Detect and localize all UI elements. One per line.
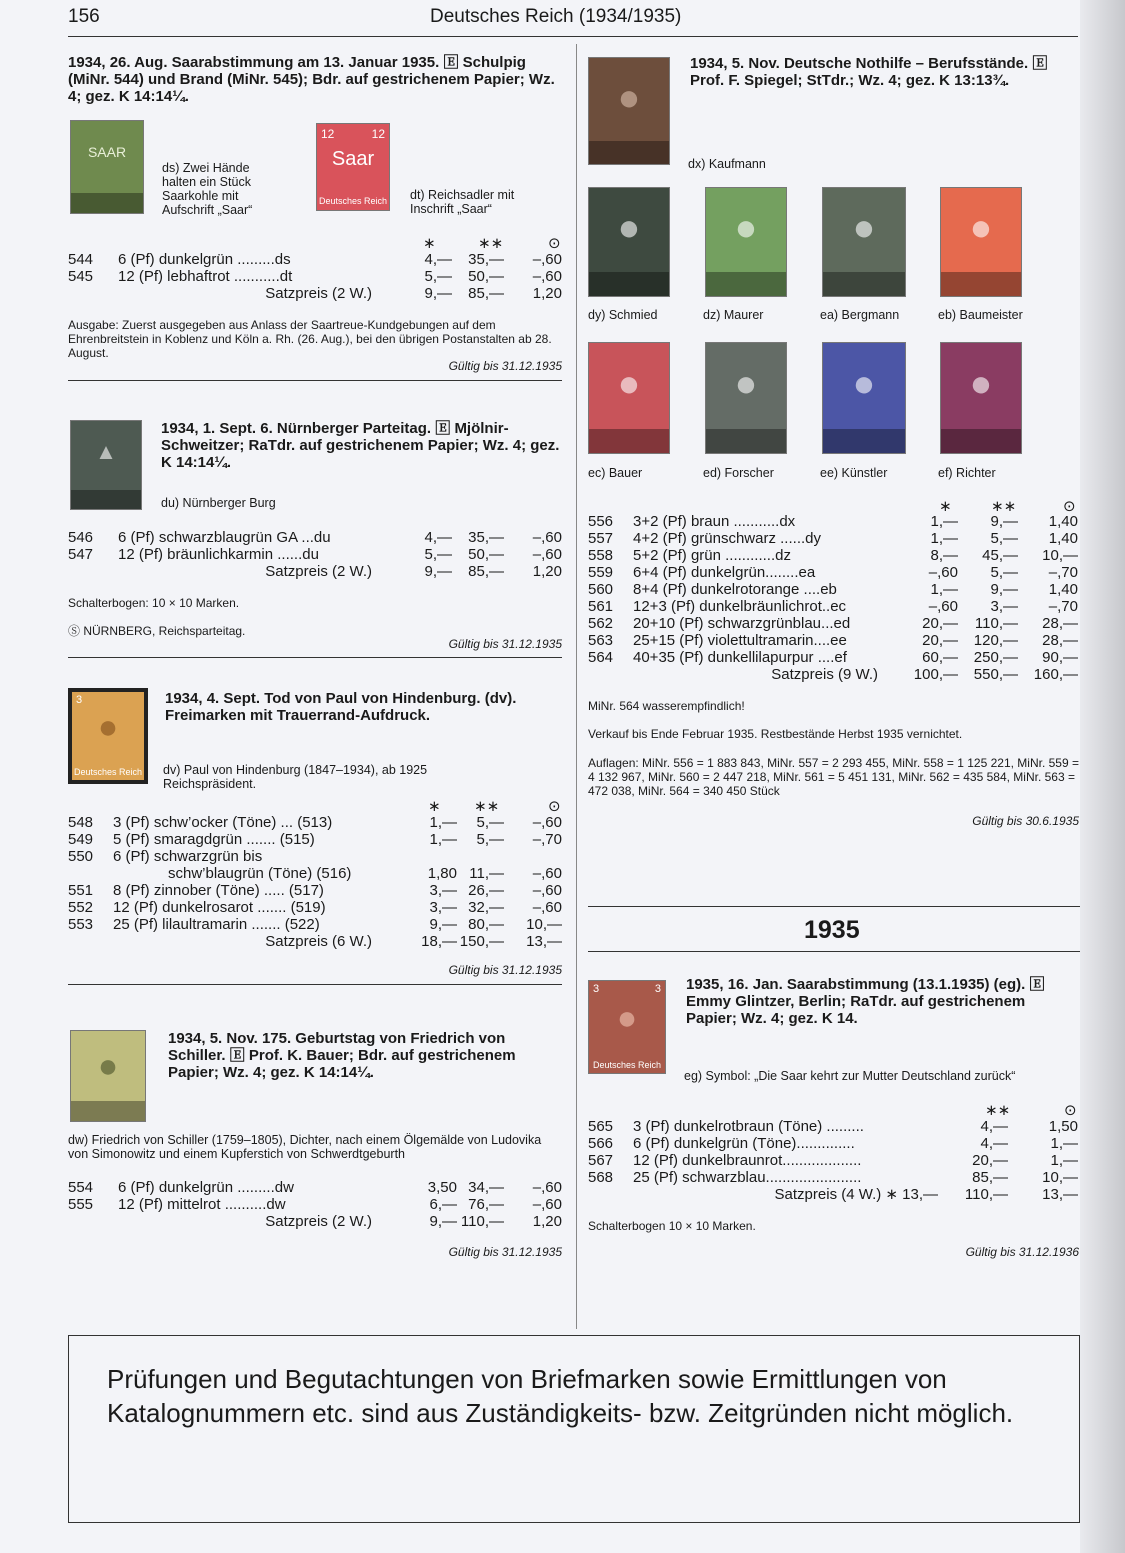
stamp-eg-country: Deutsches Reich: [592, 1060, 662, 1070]
row-number: 556: [588, 513, 614, 530]
row-price-mnh: 20,—: [972, 1152, 1008, 1169]
stamp-dt-text: Saar: [331, 148, 375, 171]
sec5-note-sale: Verkauf bis Ende Februar 1935. Restbestände Herbst 1935 vernichtet.: [588, 727, 963, 741]
catalog-row: [68, 882, 562, 899]
row-description: 3 (Pf) dunkelrotbraun (Töne) .........: [633, 1118, 864, 1135]
row-number: 553: [68, 916, 94, 933]
caption-ec: ec) Bauer: [588, 466, 643, 480]
stamp-dv: [68, 688, 148, 784]
catalog-row: [588, 547, 1078, 564]
row-price-mint: 3,—: [429, 882, 457, 899]
row-price-mint: –,60: [928, 564, 958, 581]
set-price-row: [588, 666, 1078, 683]
section-rule: [68, 984, 562, 985]
year-title: 1935: [804, 916, 860, 944]
row-description: 8 (Pf) zinnober (Töne) ..... (517): [113, 882, 324, 899]
stamp-ds-text: SAAR: [87, 144, 127, 160]
sec5-note-water: MiNr. 564 wasserempfindlich!: [588, 699, 745, 713]
row-description: schw’blaugrün (Töne) (516): [168, 865, 352, 882]
row-price-mnh: 250,—: [973, 649, 1018, 666]
row-description: 25 (Pf) lilaultramarin ....... (522): [113, 916, 320, 933]
row-description: 6 (Pf) schwarzblaugrün GA ...du: [118, 529, 331, 546]
row-price-used: –,60: [532, 529, 562, 546]
stamp-band: [589, 272, 669, 296]
row-description: 3 (Pf) schw’ocker (Töne) ... (513): [113, 814, 333, 831]
row-number: 558: [588, 547, 614, 564]
row-price-used: 1,—: [1050, 1152, 1078, 1169]
row-price-mint: –,60: [928, 598, 958, 615]
figure-icon: ●: [734, 207, 758, 250]
catalog-row: [588, 530, 1078, 547]
stamp-band: [823, 272, 905, 296]
sec2-heading: 1934, 1. Sept. 6. Nürnberger Parteitag. 🄴 Mjölnir-Schweitzer; RaTdr. auf gestrichenem Papier; Wz. 4; gez. K 14:14¼.: [161, 420, 560, 471]
row-price-mint: 3,50: [427, 1179, 457, 1196]
set-price-label: Satzpreis (4 W.) ∗ 13,—: [774, 1186, 938, 1203]
set-price-mint: 18,—: [421, 933, 457, 950]
catalog-row: [588, 632, 1078, 649]
set-price-row: [68, 933, 562, 950]
row-description: 40+35 (Pf) dunkellilapurpur ....ef: [633, 649, 847, 666]
sec5-valid: Gültig bis 30.6.1935: [972, 814, 1079, 828]
sec5-heading: 1934, 5. Nov. Deutsche Nothilfe – Berufsstände. 🄴 Prof. F. Spiegel; StTdr.; Wz. 4; gez. K 13:13¾.: [690, 55, 1048, 89]
row-price-mnh: 35,—: [468, 251, 504, 268]
row-description: 6 (Pf) dunkelgrün (Töne)..............: [633, 1135, 855, 1152]
stamp-dt-value-left: 12: [321, 127, 335, 141]
row-number: 552: [68, 899, 94, 916]
row-description: 4+2 (Pf) grünschwarz ......dy: [633, 530, 821, 547]
row-price-mnh: 26,—: [468, 882, 504, 899]
caption-ee: ee) Künstler: [820, 466, 888, 480]
set-price-row: [68, 563, 562, 580]
section-rule: [68, 380, 562, 381]
row-price-used: –,70: [532, 831, 562, 848]
set-price-mint: 9,—: [424, 563, 452, 580]
catalog-row: [68, 251, 562, 268]
row-price-used: –,60: [532, 1196, 562, 1213]
catalog-row: [68, 831, 562, 848]
mnh-symbol: ∗∗: [985, 1102, 1011, 1119]
row-price-used: 1,—: [1050, 1135, 1078, 1152]
row-price-mint: 3,—: [429, 899, 457, 916]
row-price-used: –,70: [1048, 564, 1078, 581]
row-price-mnh: 32,—: [468, 899, 504, 916]
section-rule: [68, 657, 562, 658]
row-price-used: –,70: [1048, 598, 1078, 615]
row-price-mint: 20,—: [922, 632, 958, 649]
notice-text: Prüfungen und Begutachtungen von Briefmarken sowie Ermittlungen von Katalognummern etc. sind aus Zuständigkeits- bzw. Zeitgründen nicht möglich.: [107, 1364, 1014, 1428]
row-description: 12 (Pf) dunkelrosarot ....... (519): [113, 899, 326, 916]
row-description: 5+2 (Pf) grün ............dz: [633, 547, 791, 564]
catalog-row: [588, 513, 1078, 530]
row-description: 6 (Pf) schwarzgrün bis: [113, 848, 263, 865]
stamp-band: [706, 429, 786, 453]
row-number: 561: [588, 598, 614, 615]
stamp-dx: [588, 57, 670, 165]
row-description: 8+4 (Pf) dunkelrotorange ....eb: [633, 581, 837, 598]
figure-icon: ●: [616, 999, 638, 1038]
row-price-used: –,60: [532, 546, 562, 563]
row-price-mnh: 50,—: [468, 546, 504, 563]
catalog-row: [588, 615, 1078, 632]
row-price-mint: 5,—: [424, 546, 452, 563]
row-description: 6 (Pf) dunkelgrün .........dw: [118, 1179, 294, 1196]
row-price-used: 10,—: [1042, 1169, 1078, 1186]
set-price-mnh: 110,—: [460, 1213, 504, 1230]
row-price-mint: 5,—: [424, 268, 452, 285]
row-price-mnh: 45,—: [982, 547, 1018, 564]
catalog-row: [588, 1169, 1078, 1186]
stamp-band: [823, 429, 905, 453]
portrait-icon: ●: [97, 707, 119, 746]
figure-icon: ●: [734, 362, 758, 405]
stamp-band: [71, 193, 143, 213]
section-rule: [588, 951, 1080, 952]
set-price-label: Satzpreis (2 W.): [265, 1213, 372, 1230]
figure-icon: ●: [617, 362, 641, 405]
set-price-label: Satzpreis (9 W.): [771, 666, 878, 683]
set-price-mint: 9,—: [424, 285, 452, 302]
stamp-dv-country: Deutsches Reich: [73, 767, 143, 777]
catalog-row: [68, 546, 562, 563]
caption-dy: dy) Schmied: [588, 308, 658, 322]
used-symbol: ⊙: [1064, 1102, 1077, 1119]
row-price-mint: 1,80: [427, 865, 457, 882]
row-number: 566: [588, 1135, 614, 1152]
set-price-row: [588, 1186, 1078, 1203]
sec5-note-print-runs: Auflagen: MiNr. 556 = 1 883 843, MiNr. 557 = 2 293 455, MiNr. 558 = 1 125 221, MiNr. 559 = 4 132 967, MiNr. 560 = 2 447 218, MiNr. 561 = 5 451 131, MiNr. 562 = 435 584, MiNr. 563 = 472 038, MiNr. 564 = 340 450 Stück: [588, 756, 1079, 798]
sec1-valid: Gültig bis 31.12.1935: [448, 359, 562, 373]
row-description: 12 (Pf) lebhaftrot ...........dt: [118, 268, 293, 285]
row-description: 12 (Pf) bräunlichkarmin ......du: [118, 546, 319, 563]
set-price-label: Satzpreis (2 W.): [265, 285, 372, 302]
row-number: 567: [588, 1152, 614, 1169]
row-price-mnh: 5,—: [476, 814, 504, 831]
row-number: 547: [68, 546, 94, 563]
catalog-row: [68, 899, 562, 916]
row-price-used: 28,—: [1042, 632, 1078, 649]
caption-ef: ef) Richter: [938, 466, 996, 480]
caption-ea: ea) Bergmann: [820, 308, 900, 322]
sec1-caption-dt: dt) Reichsadler mit Inschrift „Saar“: [410, 188, 515, 216]
stamp-band: [589, 141, 669, 164]
sec1-note: Ausgabe: Zuerst ausgegeben aus Anlass der Saartreue-Kundgebungen auf dem Ehrenbreitstein in Koblenz und Köln a. Rh. (26. Aug.), bei den übrigen Postanstalten ab 28. August.: [68, 318, 552, 360]
catalog-row: [588, 564, 1078, 581]
sec6-caption: eg) Symbol: „Die Saar kehrt zur Mutter Deutschland zurück“: [684, 1069, 1016, 1083]
row-description: 5 (Pf) smaragdgrün ....... (515): [113, 831, 315, 848]
row-description: 25+15 (Pf) violettultramarin....ee: [633, 632, 847, 649]
sec3-valid: Gültig bis 31.12.1935: [448, 963, 562, 977]
row-price-used: –,60: [532, 865, 562, 882]
top-rule: [68, 36, 1078, 37]
stamp-band: [589, 429, 669, 453]
row-number: 557: [588, 530, 614, 547]
set-price-used: 1,20: [532, 563, 562, 580]
row-price-mnh: 35,—: [468, 529, 504, 546]
catalog-row: [68, 1179, 562, 1196]
row-description: 12 (Pf) mittelrot ..........dw: [118, 1196, 286, 1213]
row-number: 562: [588, 615, 614, 632]
row-description: 6 (Pf) dunkelgrün .........ds: [118, 251, 291, 268]
caption-dx: dx) Kaufmann: [688, 157, 766, 171]
row-number: 551: [68, 882, 94, 899]
row-price-mnh: 85,—: [972, 1169, 1008, 1186]
row-price-mint: 1,—: [429, 814, 457, 831]
row-number: 564: [588, 649, 614, 666]
catalog-row: [68, 814, 562, 831]
row-price-mnh: 3,—: [990, 598, 1018, 615]
castle-icon: ▲: [95, 438, 117, 464]
row-price-mint: 1,—: [930, 513, 958, 530]
set-price-used: 160,—: [1033, 666, 1078, 683]
stamp-dt-country: Deutsches Reich: [318, 196, 388, 206]
figure-icon: ●: [852, 207, 876, 250]
row-price-used: 1,40: [1048, 530, 1078, 547]
stamp-dy: [588, 187, 670, 297]
catalog-row: [588, 649, 1078, 666]
catalog-row: [588, 581, 1078, 598]
mnh-symbol: ∗∗: [991, 498, 1017, 515]
catalog-row: [588, 598, 1078, 615]
row-price-mnh: 5,—: [990, 530, 1018, 547]
sec1-caption-ds: ds) Zwei Hände halten ein Stück Saarkohle mit Aufschrift „Saar“: [162, 161, 253, 217]
stamp-band: [706, 272, 786, 296]
catalog-row: [68, 1196, 562, 1213]
mint-symbol: ∗: [423, 235, 436, 252]
set-price-mint: 9,—: [429, 1213, 457, 1230]
set-price-used: 13,—: [526, 933, 562, 950]
section-rule: [588, 906, 1080, 907]
row-number: 546: [68, 529, 94, 546]
stamp-dz: [705, 187, 787, 297]
set-price-used: 1,20: [532, 1213, 562, 1230]
sec3-caption: dv) Paul von Hindenburg (1847–1934), ab 1925 Reichspräsident.: [163, 763, 428, 791]
row-price-mnh: 76,—: [468, 1196, 504, 1213]
row-price-mnh: 11,—: [469, 865, 504, 882]
set-price-used: 1,20: [532, 285, 562, 302]
stamp-dw: [70, 1030, 146, 1122]
set-price-mnh: 85,—: [468, 285, 504, 302]
set-price-label: Satzpreis (2 W.): [265, 563, 372, 580]
row-number: 563: [588, 632, 614, 649]
row-price-mnh: 9,—: [990, 513, 1018, 530]
row-number: 555: [68, 1196, 94, 1213]
row-price-used: 10,—: [1042, 547, 1078, 564]
row-price-mnh: 5,—: [990, 564, 1018, 581]
row-price-used: 1,40: [1048, 513, 1078, 530]
portrait-icon: ●: [97, 1047, 119, 1086]
row-number: 549: [68, 831, 94, 848]
sec4-heading: 1934, 5. Nov. 175. Geburtstag von Friedrich von Schiller. 🄴 Prof. K. Bauer; Bdr. auf gestrichenem Papier; Wz. 4; gez. K 14:14¼.: [168, 1030, 516, 1081]
stamp-dt-value-right: 12: [371, 127, 385, 141]
row-price-mnh: 34,—: [468, 1179, 504, 1196]
row-price-mnh: 4,—: [980, 1135, 1008, 1152]
row-description: 12+3 (Pf) dunkelbräunlichrot..ec: [633, 598, 847, 615]
row-price-used: –,60: [532, 1179, 562, 1196]
stamp-du: [70, 420, 142, 510]
row-price-mint: 8,—: [930, 547, 958, 564]
set-price-mnh: 85,—: [468, 563, 504, 580]
row-price-mint: 1,—: [930, 581, 958, 598]
stamp-eg-value-right: 3: [654, 983, 661, 995]
row-price-used: –,60: [532, 882, 562, 899]
sec2-caption: du) Nürnberger Burg: [161, 496, 276, 510]
row-price-mint: 9,—: [429, 916, 457, 933]
stamp-ec: [588, 342, 670, 454]
catalog-row: [68, 865, 562, 882]
figure-icon: ●: [969, 362, 993, 405]
stamp-band: [71, 1101, 145, 1121]
set-price-row: [68, 285, 562, 302]
figure-icon: ●: [617, 207, 641, 250]
row-price-mnh: 5,—: [476, 831, 504, 848]
row-price-mnh: 120,—: [973, 632, 1018, 649]
page-edge: [1080, 0, 1125, 1553]
row-price-mnh: 80,—: [468, 916, 504, 933]
row-price-used: 10,—: [526, 916, 562, 933]
row-price-mint: 6,—: [429, 1196, 457, 1213]
set-price-label: Satzpreis (6 W.): [265, 933, 372, 950]
row-number: 550: [68, 848, 94, 865]
sec6-note-sheet: Schalterbogen 10 × 10 Marken.: [588, 1219, 756, 1233]
row-number: 554: [68, 1179, 94, 1196]
row-description: 25 (Pf) schwarzblau.......................: [633, 1169, 862, 1186]
row-price-used: –,60: [532, 268, 562, 285]
row-price-mint: 4,—: [424, 251, 452, 268]
row-price-used: –,60: [532, 251, 562, 268]
caption-ed: ed) Forscher: [703, 466, 774, 480]
mnh-symbol: ∗∗: [474, 798, 500, 815]
stamp-ea: [822, 187, 906, 297]
row-number: 545: [68, 268, 94, 285]
figure-icon: ●: [969, 207, 993, 250]
sec2-valid: Gültig bis 31.12.1935: [448, 637, 562, 651]
row-price-mint: 1,—: [930, 530, 958, 547]
row-price-used: 90,—: [1042, 649, 1078, 666]
row-price-mint: 20,—: [922, 615, 958, 632]
stamp-eg-value-left: 3: [593, 983, 600, 995]
stamp-band: [941, 429, 1021, 453]
row-description: 3+2 (Pf) braun ...........dx: [633, 513, 796, 530]
stamp-ed: [705, 342, 787, 454]
column-rule: [576, 44, 577, 1329]
used-symbol: ⊙: [548, 798, 561, 815]
set-price-mnh: 150,—: [459, 933, 504, 950]
set-price-mnh: 110,—: [964, 1186, 1008, 1203]
catalog-row: [588, 1118, 1078, 1135]
row-price-mint: 60,—: [922, 649, 958, 666]
row-price-mnh: 9,—: [990, 581, 1018, 598]
stamp-dv-value: 3: [76, 694, 83, 706]
sec3-heading: 1934, 4. Sept. Tod von Paul von Hindenburg. (dv). Freimarken mit Trauerrand-Aufdruck.: [165, 690, 517, 724]
stamp-dt: [316, 123, 390, 211]
set-price-mint: 100,—: [913, 666, 958, 683]
row-price-mint: 4,—: [424, 529, 452, 546]
row-description: 6+4 (Pf) dunkelgrün........ea: [633, 564, 816, 581]
sec2-note-postmark: Ⓢ NÜRNBERG, Reichsparteitag.: [68, 624, 246, 638]
row-price-mnh: 4,—: [980, 1118, 1008, 1135]
stamp-ee: [822, 342, 906, 454]
stamp-eb: [940, 187, 1022, 297]
row-price-mnh: 50,—: [468, 268, 504, 285]
sec1-heading: 1934, 26. Aug. Saarabstimmung am 13. Januar 1935. 🄴 Schulpig (MiNr. 544) und Brand (MiNr. 545); Bdr. auf gestrichenem Papier; Wz. 4; gez. K 14:14¼.: [68, 54, 555, 105]
page-number: 156: [68, 6, 100, 27]
catalog-row: [68, 916, 562, 933]
caption-dz: dz) Maurer: [703, 308, 764, 322]
row-description: 20+10 (Pf) schwarzgrünblau...ed: [633, 615, 851, 632]
sec6-valid: Gültig bis 31.12.1936: [965, 1245, 1079, 1259]
row-price-used: 1,50: [1048, 1118, 1078, 1135]
stamp-ef: [940, 342, 1022, 454]
row-number: 559: [588, 564, 614, 581]
used-symbol: ⊙: [548, 235, 561, 252]
portrait-icon: ●: [617, 77, 641, 120]
catalog-row: [68, 848, 562, 865]
catalog-row: [68, 529, 562, 546]
caption-eb: eb) Baumeister: [938, 308, 1023, 322]
stamp-band: [71, 490, 141, 509]
row-description: 12 (Pf) dunkelbraunrot...................: [633, 1152, 862, 1169]
row-number: 560: [588, 581, 614, 598]
mnh-symbol: ∗∗: [478, 235, 504, 252]
row-price-used: 28,—: [1042, 615, 1078, 632]
set-price-mnh: 550,—: [973, 666, 1018, 683]
stamp-band: [941, 272, 1021, 296]
row-price-used: –,60: [532, 899, 562, 916]
running-head: Deutsches Reich (1934/1935): [430, 6, 682, 27]
row-number: 565: [588, 1118, 614, 1135]
used-symbol: ⊙: [1063, 498, 1076, 515]
set-price-used: 13,—: [1042, 1186, 1078, 1203]
sec4-caption: dw) Friedrich von Schiller (1759–1805), Dichter, nach einem Ölgemälde von Ludovika von Simonowitz und einem Kupferstich von Schwerdtgeburth: [68, 1133, 542, 1161]
row-price-used: –,60: [532, 814, 562, 831]
catalog-row: [588, 1135, 1078, 1152]
mint-symbol: ∗: [939, 498, 952, 515]
row-number: 544: [68, 251, 94, 268]
row-price-used: 1,40: [1048, 581, 1078, 598]
stamp-eg: [588, 980, 666, 1074]
stamp-ds: [70, 120, 144, 214]
sec4-valid: Gültig bis 31.12.1935: [448, 1245, 562, 1259]
row-price-mint: 1,—: [429, 831, 457, 848]
figure-icon: ●: [852, 362, 876, 405]
row-number: 568: [588, 1169, 614, 1186]
catalog-row: [68, 268, 562, 285]
sec6-heading: 1935, 16. Jan. Saarabstimmung (13.1.1935) (eg). 🄴 Emmy Glintzer, Berlin; RaTdr. auf gestrichenem Papier; Wz. 4; gez. K 14.: [686, 976, 1045, 1027]
mint-symbol: ∗: [428, 798, 441, 815]
notice-box: [68, 1335, 1080, 1523]
row-price-mnh: 110,—: [974, 615, 1018, 632]
set-price-row: [68, 1213, 562, 1230]
catalog-row: [588, 1152, 1078, 1169]
row-number: 548: [68, 814, 94, 831]
sec2-note-sheet: Schalterbogen: 10 × 10 Marken.: [68, 596, 240, 610]
